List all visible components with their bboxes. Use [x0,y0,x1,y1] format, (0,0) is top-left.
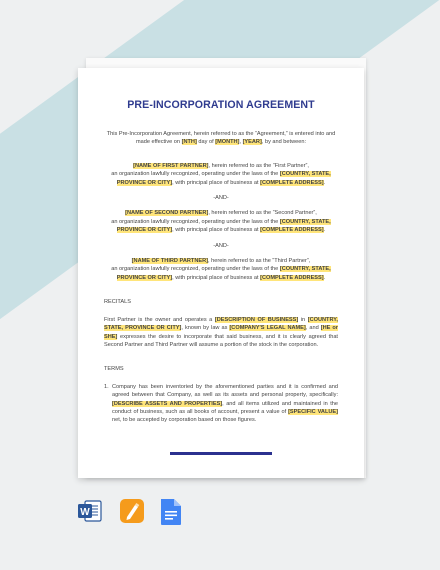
intro-text: This Pre-Incorporation Agreement, herein referred to as the “Agreement,” is entered into and made effective on [106,131,336,146]
and-separator: -AND- [213,195,229,202]
recitals-text: , known by law as [181,325,228,332]
intro-text: day of [198,139,214,146]
placeholder-first-partner: [NAME OF FIRST PARTNER] [133,162,209,169]
party-text: , herein referred to as the “Second Partner”, [208,210,317,217]
document-page [78,68,364,478]
terms-text: net, to be accepted by corporation based on those figures. [112,417,257,424]
party-text: an organization lawfully recognized, operating under the laws of the [111,171,279,178]
party-text: an organization lawfully recognized, operating under the laws of the [111,218,279,225]
svg-text:W: W [80,507,90,518]
placeholder-specific-value: [SPECIFIC VALUE] [288,408,338,415]
party-text: an organization lawfully recognized, operating under the laws of the [111,266,279,273]
recitals-paragraph [104,316,338,350]
placeholder-address: [COMPLETE ADDRESS] [260,227,324,234]
party-text: . [323,274,326,281]
party-text: , herein referred to as the “Third Partner”, [208,258,311,265]
party-text: , with principal place of business at [172,274,259,281]
party-text: , with principal place of business at [172,179,259,186]
footer-rule [170,452,272,455]
placeholder-third-partner: [NAME OF THIRD PARTNER] [131,258,209,265]
recitals-text: in [300,316,306,323]
party-block-3 [104,257,338,282]
terms-text: Company has been inventoried by the aforementioned parties and it is confirmed and agreed between that Company, as well as its assets and personal property, specifically: [112,383,338,399]
document-title: PRE-INCORPORATION AGREEMENT [127,99,315,111]
and-separator: -AND- [213,242,229,249]
placeholder-business-description: [DESCRIPTION OF BUSINESS] [214,316,299,323]
placeholder-year: [YEAR] [242,139,262,146]
intro-sep: , [239,139,241,146]
word-icon[interactable] [77,498,103,529]
party-text: , herein referred to as the “First Partner”, [208,162,309,169]
placeholder-location: [COUNTRY, STATE, PROVINCE OR CITY] [104,316,338,332]
placeholder-address: [COMPLETE ADDRESS] [260,179,324,186]
party-block-2 [104,209,338,234]
party-text: , with principal place of business at [172,227,259,234]
terms-text: , and all items utilized and maintained in the conduct of business, such as all books of account, present a value of [112,400,338,415]
placeholder-month: [MONTH] [215,139,240,146]
party-block-1 [104,162,338,187]
terms-item [104,383,338,425]
placeholder-pronoun: [HE or SHE] [104,325,338,340]
placeholder-location: [COUNTRY, STATE, PROVINCE OR CITY] [116,218,331,234]
intro-paragraph [104,130,338,147]
recitals-text: expresses the desire to incorporate that said business, and it is clearly agreed that Second Partner and Third Partner will assume a portion of the stock in the corporation. [104,333,338,348]
terms-item-text [112,383,338,425]
recitals-text: , and [305,325,319,332]
placeholder-location: [COUNTRY, STATE, PROVINCE OR CITY] [116,266,331,281]
terms-heading: TERMS [104,366,124,373]
pages-icon[interactable] [119,498,145,529]
party-text: . [323,179,326,186]
placeholder-legal-name: [COMPANY'S LEGAL NAME] [229,325,306,332]
party-text: . [323,227,326,234]
intro-text: , by and between: [261,139,307,146]
placeholder-second-partner: [NAME OF SECOND PARTNER] [125,210,209,217]
terms-item-number: 1. [104,383,109,390]
placeholder-address: [COMPLETE ADDRESS] [260,274,324,281]
placeholder-assets: [DESCRIBE ASSETS AND PROPERTIES] [112,400,223,407]
google-docs-icon[interactable] [160,498,182,531]
placeholder-location: [COUNTRY, STATE, PROVINCE OR CITY] [116,171,331,186]
placeholder-nth: [NTH] [181,139,197,146]
recitals-heading: RECITALS [104,299,131,306]
recitals-text: First Partner is the owner and operates a [104,316,213,323]
